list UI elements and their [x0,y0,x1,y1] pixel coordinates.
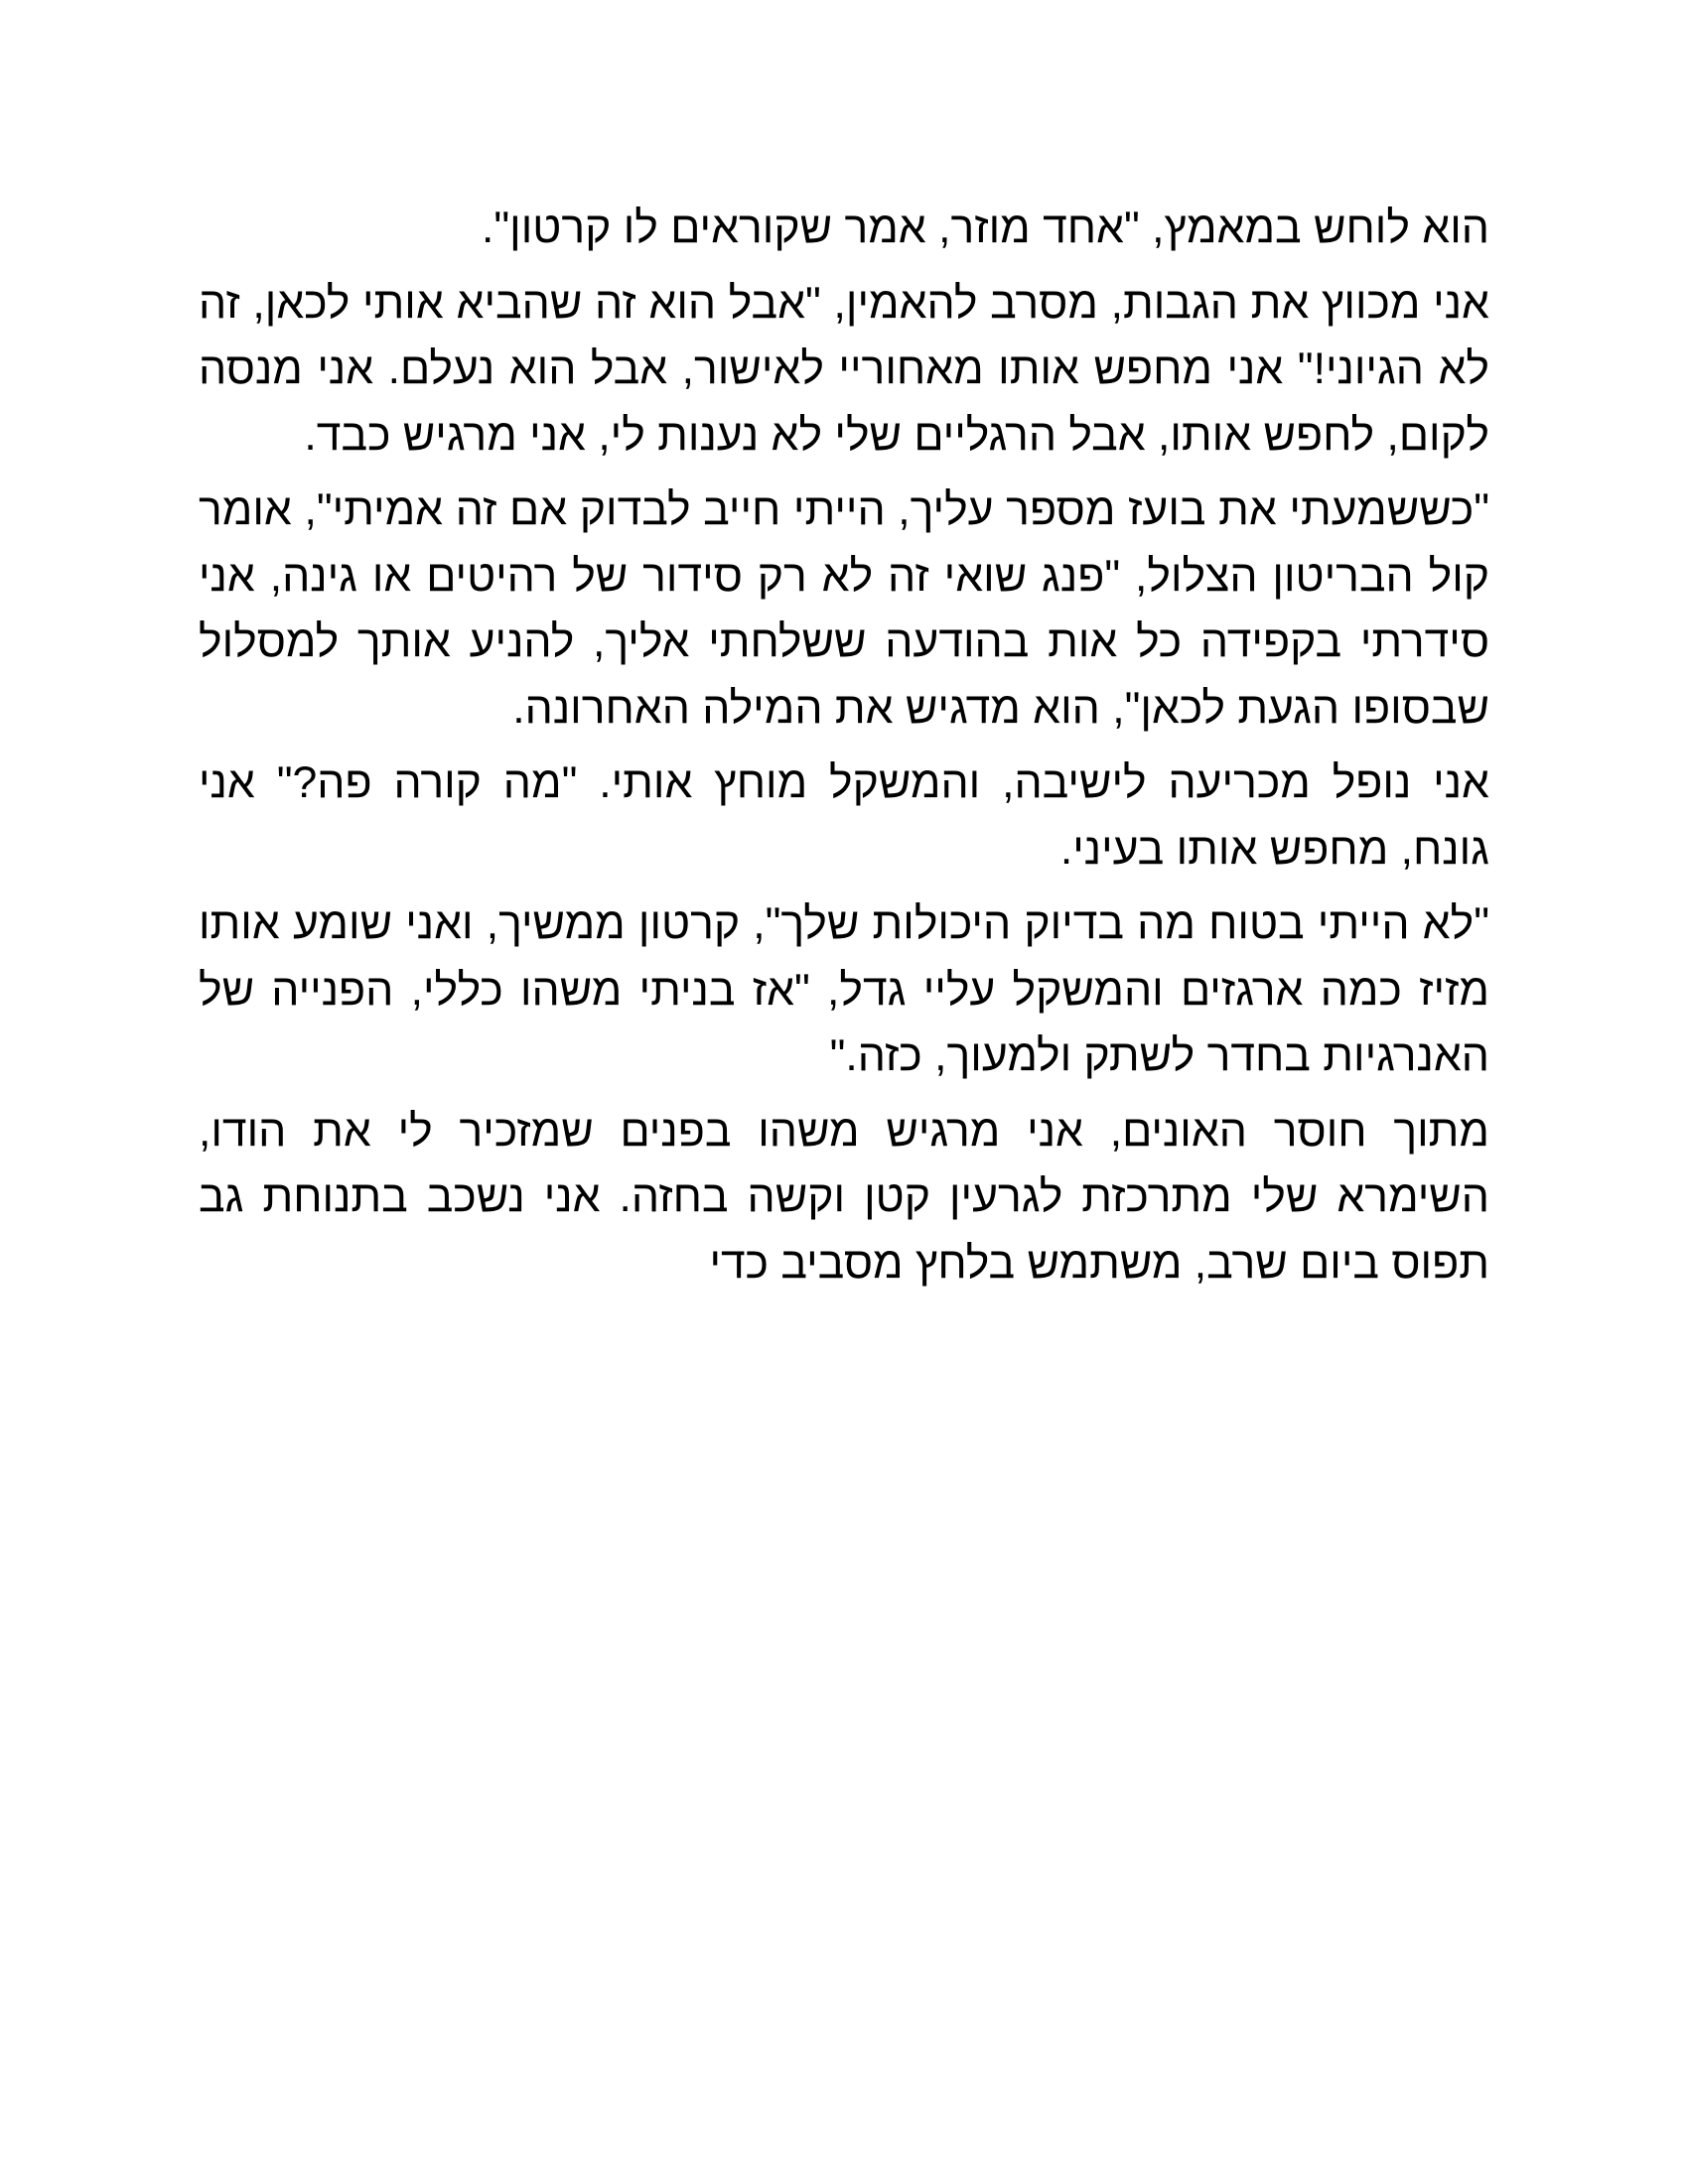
paragraph-3: "כששמעתי את בועז מספר עליך, הייתי חייב לבדוק אם זה אמיתי", אומר קול הבריטון הצלול, "פנג שואי זה לא רק סידור של רהיטים או גינה, אני סידרתי בקפידה כל אות בהודעה ששלחתי אליך, להניע אותך למסלול שבסופו הגעת לכאן", הוא מדגיש את המילה האחרונה. [199,485,1489,733]
paragraph-1: הוא לוחש במאמץ, "אחד מוזר, אמר שקוראים לו קרטון". [482,204,1489,252]
paragraph-2: אני מכווץ את הגבות, מסרב להאמין, "אבל הוא זה שהביא אותי לכאן, זה לא הגיוני!" אני מחפש אותו מאחוריי לאישור, אבל הוא נעלם. אני מנסה לקום, לחפש אותו, אבל הרגליים שלי לא נענות לי, אני מרגיש כבד. [199,278,1489,460]
body-text [199,196,1489,1305]
paragraph-4: אני נופל מכריעה לישיבה, והמשקל מוחץ אותי. "מה קורה פה?" אני גונח, מחפש אותו בעיני. [199,758,1489,874]
paragraph-6: מתוך חוסר האונים, אני מרגיש משהו בפנים שמזכיר לי את הודו, השימרא שלי מתרכזת לגרעין קטן וקשה בחזה. אני נשכב בתנוחת גב תפוס ביום שרב, משתמש בלחץ מסביב כדי [199,1106,1489,1288]
paragraph-5: "לא הייתי בטוח מה בדיוק היכולות שלך", קרטון ממשיך, ואני שומע אותו מזיז כמה ארגזים והמשקל עליי גדל, "אז בניתי משהו כללי, הפנייה של האנרגיות בחדר לשתק ולמעוך, כזה." [199,899,1489,1080]
